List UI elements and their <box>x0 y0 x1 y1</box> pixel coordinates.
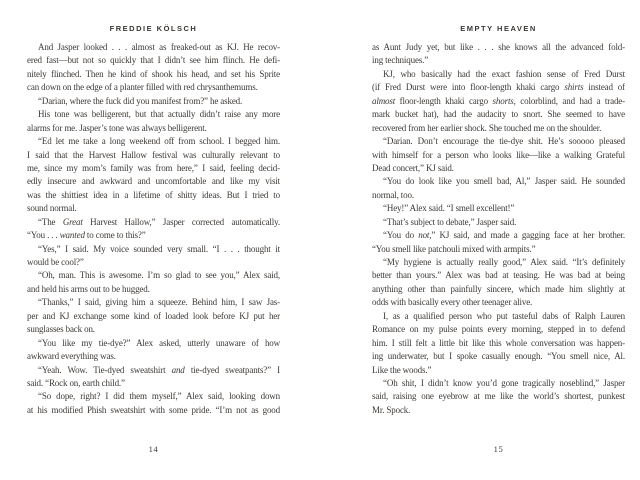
text-line: edly insecure and awkward and uncomfortable and like my visit <box>27 176 280 187</box>
text-line: ing techniques.” <box>372 55 429 66</box>
text-line: sunglasses back on. <box>27 324 95 335</box>
text-line: awkward everything was. <box>27 351 116 362</box>
text-line: “You . . . wanted to come to this?” <box>27 230 146 241</box>
text-line: at his modified Phish sweatshirt with some pride. “I’m not as good <box>27 404 280 415</box>
text-line: and held his arms out to be hugged. <box>27 283 150 294</box>
text-line: “Hey!” Alex said. “I smell excellent!” <box>383 203 515 214</box>
text-line: “Darian, where the fuck did you manifest from?” he asked. <box>38 95 243 106</box>
text-line: “Darian. Don’t encourage the tie-dye shit. He’s sooooo pleased <box>383 136 625 147</box>
text-line: Mr. Spock. <box>372 404 411 415</box>
text-line: recovered from her earlier shock. She touched me on the shoulder. <box>372 122 602 133</box>
text-line: can down on the edge of a planter filled with red chrysanthemums. <box>27 82 258 93</box>
page-right <box>372 0 625 480</box>
text-line: sound normal. <box>27 203 77 214</box>
text-line: was the shittiest idea in a lifetime of shitty ideas. But I tried to <box>27 189 280 200</box>
page-left <box>27 0 280 480</box>
page-number-left: 14 <box>148 444 159 454</box>
left-page-text <box>27 41 280 417</box>
text-line: “You like my tie-dye?” Alex asked, utterly unaware of how <box>38 337 280 348</box>
page-number-right: 15 <box>493 444 504 454</box>
text-line: “Thanks,” I said, giving him a squeeze. Behind him, I saw Jas- <box>38 297 280 308</box>
text-line: me, since my mom’s family was from here,” I said, feeling decid- <box>27 162 280 173</box>
text-line: KJ, who basically had the exact fashion sense of Fred Durst <box>383 68 625 79</box>
text-line: Dead concert,” KJ said. <box>372 162 454 173</box>
text-line: better than yours.” Alex was bad at teasing. He was bad at being <box>372 270 625 281</box>
text-line: with himself for a person who looks like—like a walking Grateful <box>372 149 625 160</box>
text-line: would be cool?” <box>27 257 84 267</box>
text-line: Romance on my pulse points every morning, stepped in to defend <box>372 324 625 335</box>
text-line: alarms for me. Jasper’s tone was always belligerent. <box>27 122 207 133</box>
text-line: “Yes,” I said. My voice sounded very small. “I . . . thought it <box>38 243 280 254</box>
text-line: nitely flinched. Then he kind of shook his head, and set his Sprite <box>27 68 280 79</box>
text-line: “Oh, man. This is awesome. I’m so glad to see you,” Alex said, <box>38 270 280 281</box>
text-line: “You do not,” KJ said, and made a gagging face at her brother. <box>383 230 625 241</box>
text-line: “Oh shit, I didn’t know you’d gone tragically noseblind,” Jasper <box>383 377 625 388</box>
text-line: And Jasper looked . . . almost as freaked-out as KJ. He recov- <box>38 42 280 52</box>
text-line: almost floor-length khaki cargo shorts, colorblind, and had a trade- <box>372 95 625 106</box>
right-page-text <box>372 41 625 417</box>
text-line: “My hygiene is actually really good,” Alex said. “It’s definitely <box>383 257 625 267</box>
text-line: as Aunt Judy yet, but like . . . she knows all the advanced fold- <box>372 42 625 52</box>
text-line: said, raising one eyebrow at me like the world’s shortest, punkest <box>372 391 625 402</box>
text-line: “That’s subject to debate,” Jasper said. <box>383 216 517 227</box>
text-line: I, as a qualified person who put tasteful dabs of Ralph Lauren <box>383 310 625 321</box>
text-line: ing underwater, but I spoke casually enough. “You smell nice, Al. <box>372 351 625 362</box>
running-head-author: FREDDIE KÖLSCH <box>109 24 198 33</box>
text-line: “Yeah. Wow. Tie-dyed sweatshirt and tie-dyed sweatpants?” I <box>38 364 280 375</box>
running-head-title: EMPTY HEAVEN <box>460 24 537 33</box>
text-line: said. “Rock on, earth child.” <box>27 377 125 388</box>
text-line: “You smell like patchouli mixed with armpits.” <box>372 243 536 254</box>
text-line: him. I still felt a little bit like this whole conversation was happen- <box>372 337 625 348</box>
text-line: odds with basically every other teenager alive. <box>372 297 533 308</box>
text-line: (if Fred Durst were into floor-length khaki cargo shirts instead of <box>372 82 625 93</box>
text-line: normal, too. <box>372 189 414 200</box>
text-line: I said that the Harvest Hallow festival was culturally relevant to <box>27 149 280 160</box>
text-line: “Ed let me take a long weekend off from school. I begged him. <box>38 136 280 147</box>
text-line: “So dope, right? I did them myself,” Alex said, looking down <box>38 391 280 402</box>
text-line: Like the woods.” <box>372 364 432 375</box>
text-line: “You do look like you smell bad, Al,” Jasper said. He sounded <box>383 176 625 187</box>
text-line: ered fast—but not so quickly that I didn’t see him flinch. He defi- <box>27 55 280 66</box>
text-line: His tone was belligerent, but that actually didn’t raise any more <box>38 109 280 120</box>
text-line: per and KJ exchange some kind of loaded look before KJ put her <box>27 310 280 321</box>
text-line: “The Great Harvest Hallow,” Jasper corrected automatically. <box>38 216 280 227</box>
text-line: anything other than painfully sincere, which made him slightly at <box>372 283 625 294</box>
text-line: mark bucket hat), had the audacity to snort. She seemed to have <box>372 109 625 120</box>
